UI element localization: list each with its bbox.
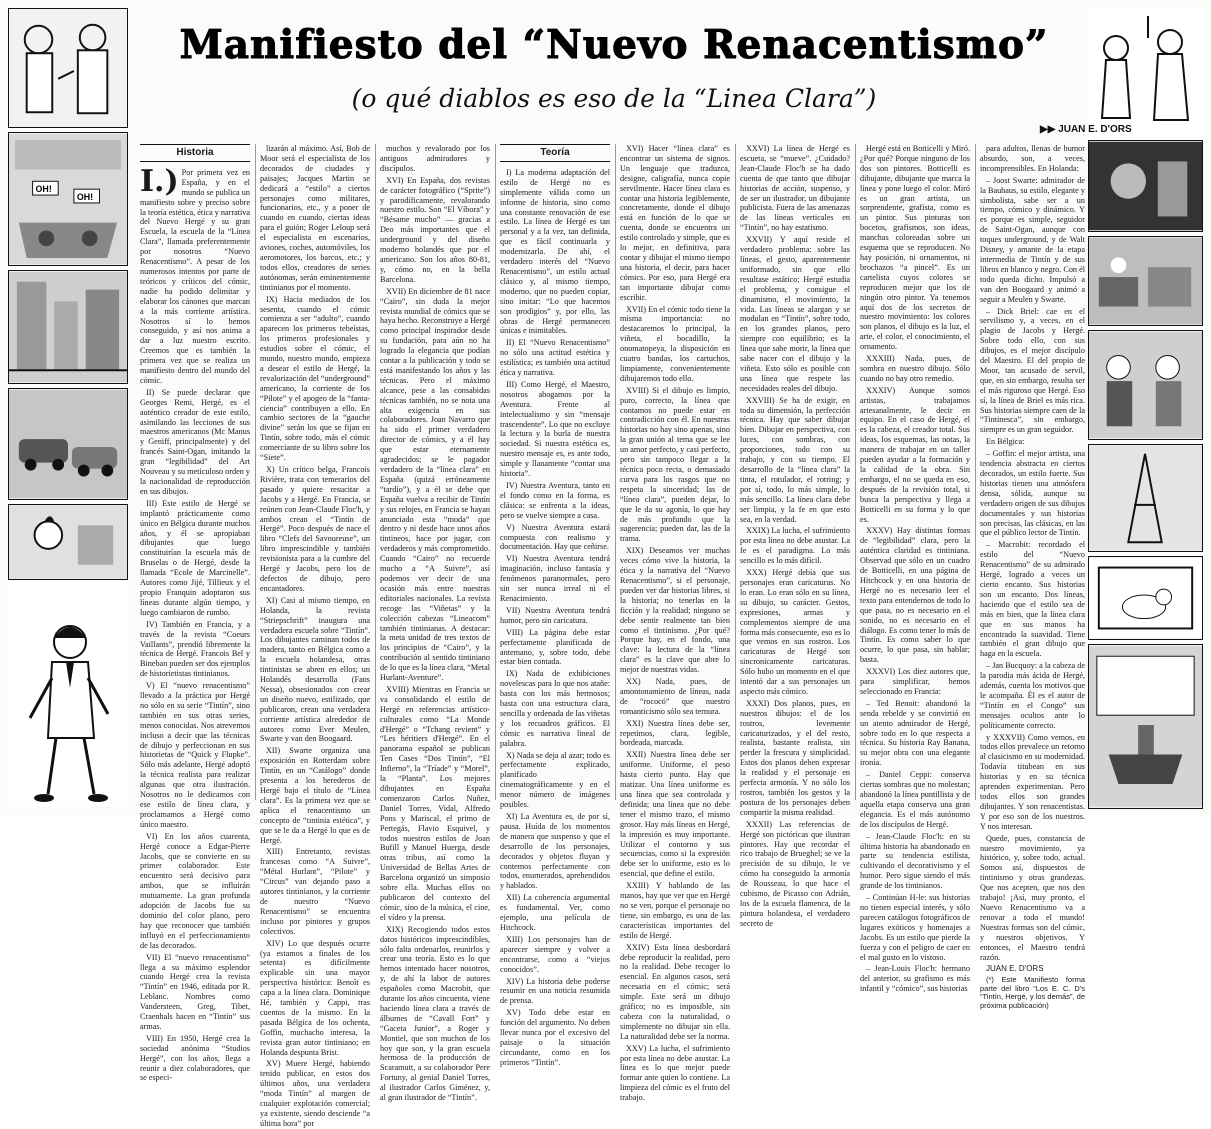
paragraph: XII) Swarte organiza una exposición en Rotterdam sobre Tintín, en un “Catálogo” donde presenta a los herederos de Hergé bajo el título de “Línea clara”. Es la primera vez que se aplica el renacentismo un concepto de “tintinia estética”, y que se le da a Hergé lo que es de Hergé. bbox=[260, 746, 370, 845]
paragraph: VIII) La página debe estar perfectamente planificada de antemano, y, sobre todo, debe estar bien contada. bbox=[500, 627, 610, 667]
column-4 bbox=[500, 144, 610, 1067]
page-title: Manifiesto del “Nuevo Renacentismo” bbox=[179, 22, 1049, 68]
svg-text:OH!: OH! bbox=[35, 184, 52, 195]
column-2 bbox=[260, 144, 370, 1128]
paragraph: XXXI) Dos planos, pues, en nuestros dibujos: el de los rostros, levemente caricaturizados, y el del resto, realista, bastante realista, sin perder la frescura y simplicidad. Estos dos planos deben expresar la realidad y el personaje en perfecta armonía. Y no sólo los rostros, también los gestos y la postura de los personajes deben compartir la misma realidad. bbox=[740, 698, 850, 817]
column-8 bbox=[980, 144, 1085, 1010]
paragraph: XXI) Nuestra línea debe ser, repetimos, clara, legible, bordeada, marcada. bbox=[620, 718, 730, 748]
cars-panel bbox=[8, 388, 128, 500]
column-3 bbox=[380, 144, 490, 1103]
paragraph: XXXII) Las referencias de Hergé son pictóricas que ilustran pintores. Hay que recordar el rico trabajo de Brueghel; se ve la precisión de su dibujo, le ve cómo ha conseguido la armonía de Rousseau, lo que hace el cubismo, de Picasso con Adrián, los de la escuela flamenca, de la pintura holandesa, el verdadero secreto de bbox=[740, 819, 850, 928]
cafe-panel bbox=[1088, 236, 1203, 326]
eiffel-panel bbox=[1088, 444, 1203, 552]
paragraph: XXXIII) Nada, pues, de sombra en nuestro dibujo. Sólo cuando no hay otro remedio. bbox=[860, 354, 970, 383]
paragraph: III) Este estilo de Hergé se implantó prácticamente como único en Bélgica durante muchos años, y él se apropiaban dibujantes que luego constituirían la escuela más de Bruselas o de Hergé, desde la llamada “Ecole de Marcinelle”. Autores como Jijé, Tillieux y el propio Franquin adoptaron sus líneas durante algún tiempo, y luego cambiaron de rumbo. bbox=[140, 498, 250, 617]
paragraph: XV) Todo debe estar en función del argumento. No deben llevar nunca por el excesivo del paisaje o la situación circundante, como en los primeros “Tintín”. bbox=[500, 1008, 610, 1067]
paragraph: Quede, pues, constancia de nuestro movimiento, ya histórico, y, sobre todo, actual. Somos así, dispuestos de tintinismo y otras grandezas. Que nos acepten, que nos den trabajo! ¡Así, muy pronto, el Nuevo Renacentismo va a renovar a todo el mundo! Nuestras formas son del cómic, y nuestros objetivos. Y entonces, el Maestro tendrá razón. bbox=[980, 833, 1085, 962]
paragraph: XXIX) La lucha, el sufrimiento por esta línea no debe asustar. La fe es el paradigma. Lo más sencillo es lo más difícil. bbox=[740, 526, 850, 566]
paragraph: muchos y revalorado por los antiguos admiradores y discípulos. bbox=[380, 144, 490, 173]
paragraph: VII) Nuestra Aventura tendrá humor, pero sin caricatura. bbox=[500, 605, 610, 625]
paragraph: – Jan Bucquoy: a la cabeza de la parodia más ácida de Hergé, además, cuenta los motivos que le acompaña. Él es el autor de “Tintín en el Congo” sus mensajes ocultos ante lo políticamente correcto. bbox=[980, 661, 1085, 730]
paragraph: II) El “Nuevo Renacentismo” no sólo una actitud estética y estilística; es también una actitud ética y narrativa. bbox=[500, 338, 610, 378]
scientists-panel bbox=[8, 8, 128, 128]
column-6 bbox=[740, 144, 850, 928]
city-panel bbox=[8, 584, 128, 604]
paragraph: XV) Muere Hergé, habiendo tenido publicar, en estos dos últimos años, una verdadera “moda Tintín” al margen de cualquier explotación comercial; ya existente, siendo desciende “a última hora” por bbox=[260, 1059, 370, 1128]
paragraph: XIII) Los personajes han de aparecer siempre y volver a encontrarse, como a “viejos conocidos”. bbox=[500, 934, 610, 974]
paragraph: XIV) La historia debe poderse resumir en una noticia resumida de prensa. bbox=[500, 976, 610, 1006]
oh-panel bbox=[8, 132, 128, 266]
paragraph: I.) Por primera vez en España, y en el mundo se publica un manifiesto sobre y preciso sobre la teoría estética, ética y narrativa del Nuevo Hergé y su gran Escuela, la escuela de la “Línea Clara”, llamada preferentemente por nosotros “Nuevo Renacentismo”. A pesar de los numerosos intentos por parte de teóricos y críticos del cómic, nadie ha podido delimitar y elaborar los cánones que marcan a la más corriente artística. Nosotros sí lo hemos conseguido, y así nos anima a dar a luz nuestro escrito. Creemos que es también la primera vez que se realiza un manifiesto dentro del mundo del cómic. bbox=[140, 163, 251, 385]
column-divider bbox=[495, 144, 496, 800]
tintin-panel bbox=[8, 504, 128, 580]
paragraph: – Ted Benoit: abandonó la senda rebelde y se convirtió en un atento admirador de Hergé, sobre todo en lo que respecta a técnica. Su historia Ray Banana, su mejor obra con una elegante ironía. bbox=[860, 698, 970, 768]
paragraph: – Jean-Claude Floc'h: en su última historia ha abandonado en parte su tendencia estilista, cultivando el decorativismo y el humor. Pero sigue siendo el más grande de los tintinianos. bbox=[860, 831, 970, 891]
paragraph: X) Un crítico belga, Francois Rivière, trata con temerarios del pasado y quiere resucitar a Jacobs y a Hergé. En Francia, se reúnen con Jean-Claude Floc'h, y ambos crean el “Tintín de Hergé”. Poco después de nace el libro “Clefs del Savoureuse”, un libro imprescindible y también revisionista para a la cumbre del Hergé y Jacobs, pero los de defectos de dibujo, pero encantadores. bbox=[260, 465, 370, 593]
column-divider bbox=[255, 144, 256, 800]
paragraph: XI) La Aventura es, de por sí, pausa. Huída de los momentos de manera que suspenso y que el desarrollo de los personajes, decorados y objetos fluyan y contemos perfectamente con todos, enumerados, aprehendidos y hablados. bbox=[500, 812, 610, 891]
paragraph: XXII) Nuestra línea debe ser uniforme. Uniforme, el peso hasta cierto punto. Hay que matizar. Una línea uniforme es una línea que sea controlada y definida; una línea que no debe tener el mismo trazo, el mismo grosor. Hay más líneas en Hergé, la impresión es muy importante. Utilizar el contorno y sus secuencias, como si la expresión debe ser lo uniforme, esto es lo esencial, que define el estilo. bbox=[620, 750, 730, 879]
paragraph: II) Se puede declarar que Georges Remi, Hergé, es el auténtico creador de este estilo, asimilando las lecciones de sus maestros americanos (Mc Manus y Geniff, principalmente) y del francés Saint-Ogan, imitando la gran “legibilidad” del Art Nouveau y su meticuloso orden y la nacionalidad de reproducción en sus dibujos. bbox=[140, 387, 250, 496]
paragraph: IX) Hacia mediados de los sesenta, cuando el cómic comienza a ser “adulto”, cuando aparecen los primeros tebeístas, los primeros profesionales y estudios sobre el cómic, el mundo, nuestro mundo, empieza a desear el estilo de Hergé, la revalorización del “underground” americano, la corriente de los “Pilote” y el apogeo de la “fanta-ciencia” contribuyen a ello. En cambio sectores de la “gauche divine” serán los que se fijan en Tintín, sobre todo, más el cómic comerciante de su libro sobre los “Siete”. bbox=[260, 294, 370, 463]
dog-panel bbox=[1088, 556, 1203, 640]
author-byline: ▶▶ JUAN E. D'ORS bbox=[1040, 124, 1132, 135]
page-subtitle: (o qué diablos es eso de la “Linea Clara”) bbox=[351, 84, 877, 113]
paragraph: XVII) En el cómic todo tiene la misma importancia: no destacaremos lo principal, la viñeta, el bocadillo, la onomatopeya, la disposición en cuatro bandas, los cartuchos, limpiamente, convenientemente dibujaremos todo ello. bbox=[620, 304, 730, 383]
paragraph: XXVII) Y aquí reside el verdadero problema: sobre las líneas, el gesto, aparentemente uniformado, sin que ello resultase estático; Hergé estudia el problema, y consigue el dinamismo, el movimiento, la vida. Las líneas se alargan y se modulan en “Tintín”, sobre todo, en los grandes planos, pero siempre con equilibrio; es la línea que sabe morir, la línea que sabe nacer con el dibujo y la viñeta. Esto sólo es posible con una línea que respete las necesidades reales del dibujo. bbox=[740, 235, 850, 393]
paragraph: XXV) La lucha, el sufrimiento por esta línea no debe asustar. La línea es lo que mejor puede formar ante quien lo contiene. La limpieza del cómic es el fruto del trabajo. bbox=[620, 1043, 730, 1103]
paragraph: XIV) Lo que después ocurre (ya estamos a finales de los setenta) es difícilmente explicable sin una mayor perspectiva histórica: Benoît es capa a la línea clara. Dominique Hé, también y Cappi, tras cuentos de la mismo. En la pasada Bélgica de los ochenta, Goffin, muchacho interesa, la revista gran autor tintiniano; en Holanda despunta Brist. bbox=[260, 938, 370, 1057]
paragraph: lizarán al máximo. Así, Bob de Moor será el especialista de los decorados de ciudades y paisajes; Jacques Martin se dedicará a “estilo” a ciertos personajes como militares, funcionarios, etc., y a poner de cuando en cuando, ciertas ideas para el guión; Roger Leloup será el especialista en escenarios, aviones, coches, automóviles, los aeromotores, los barcos, etc.; y todos ellos, creadores de series autónomas, serán eminentemente tintinianos por el momento. bbox=[260, 144, 370, 292]
paragraph: XXIII) Y hablando de las manos, hay que ver que en Hergé no se ven, porque el personaje no tiene, sin embargo, es una de las características importantes del estilo de Hergé. bbox=[620, 881, 730, 940]
paragraph: I) La moderna adaptación del estilo de Hergé no es simplemente válida como un informe de historia, sino como una constante renovación de ese estilo. La línea de Hergé es tan personal y a la vez, tan definida, que es fácil continuarla y modernizarla. De ahí, el verdadero interés del “Nuevo Renacentismo”, un estilo actual clásico y, al mismo tiempo, moderno, que no pueden copiar, sino imitar: “Lo que hacemos son prodigios” y, por ello, las obras de Hergé permanecen únicas e inimitables. bbox=[500, 167, 610, 336]
paragraph: VIII) En 1950, Hergé crea la sociedad anónima “Studios Hergé”, con los años, llega a reunir a diez colaboradores, que se especi- bbox=[140, 1033, 250, 1083]
walking-man-panel bbox=[8, 608, 128, 807]
paragraph: Hergé está en Botticelli y Miró. ¿Por qué? Porque ninguno de los dos son pintores. Botticelli es dibujante, dibujante que marca la línea y pone luego el color. Miró es un gran artista, un sorprendente, grafista, como es un pintor. Sus pinturas son bocetos, grafismos, son ideas, manchas coloreadas sobre un esquema que se reproducen. No hay posición, ni ornamentos, ni brochazos “a pincel”. Es un cartelista cuyos colores se reproducen mejor que los de ningún otro pintor. Ya tenemos aquí dos de los secretos de nuestro movimiento: los colores son planos, el dibujo es la luz, el arte, el color, el conocimiento, el ornamento. bbox=[860, 144, 970, 352]
column-7 bbox=[860, 144, 970, 994]
column-divider bbox=[735, 144, 736, 800]
column-divider bbox=[375, 144, 376, 800]
paragraph: XVIII) Mientras en Francia se va consolidando el estilo de Hergé en referencias artístico-culturales como “La Monde d'Hergé” o “Tchang revient” y “Les héritiers d'Hergé”. En el panorama español se publican Ten Cases “Dos Tintín”, “El Infierno”, la “Tríade” y “Morel”, la “Planta”. Los mejores dibujantes en España comenzaron Carlos Nuñez, Daniel Torres, Vidal, Alfredo Pons y Mariscal, el primo de Pertegás, Flavio Esquivel, y todos nuestros estilos de Joan Bufill y Manuel Huerga, desde otras tribus, así como la Universidad de Bellas Artes de Barcelona organizó un simposio sobre ella. Muchas ellos no publicaron del contexto del cómic, sino de la música, el cine, el vídeo y la prensa. bbox=[380, 684, 490, 922]
paragraph: VII) El “nuevo renacentismo” llega a su máximo esplendor cuando Hergé crea la revista “Tintín” en 1946, editada por R. Leblanc. Nombres como Vandersteen, Greg, Tibet, Craenhals hacen en “Tintín” sus armas. bbox=[140, 952, 250, 1031]
paragraph: – Goffin: el mejor artista, una tendencia abstracta en ciertos decorados, un estilo fuerte. Sus historias tienen una atmósfera densa, sólida, aunque su verdadero origen de sus dibujos documentales y sus historias son precisas, las clásicas, en las que el público lector de Tintín. bbox=[980, 449, 1085, 538]
column-divider bbox=[615, 144, 616, 800]
signature: JUAN E. D'ORS bbox=[986, 964, 1044, 974]
section-heading-teoria: Teoría bbox=[500, 144, 610, 162]
paragraph: XX) Nada, pues, de amontonamiento de líneas, nada de “rococó” que nuestro romanticismo sólo sea ternura. bbox=[620, 677, 730, 716]
paragraph: XIX) Recogiendo todos estos datos históricos imprescindibles, sólo falta ordenarlos, reunirlos y crear una teoría. Esto es lo que hemos intentado hacer nosotros, y, de ahí la labor de autores españoles como Macrobit, que durante los años cincuenta, viene haciendo línea clara a través de álbumes de “Cavall Fort” y “Gaceta Junior”, a Roger y Montiel, que son muchos de los hoy que son, y la gran escuela hermosa de la producción de Scaramutt, a su colaborador Pere Fortuny, al genial Daniel Torres, al ilustrador Carlos Giménez, y, al gran ilustrador de “Tintín”. bbox=[380, 924, 490, 1103]
sculpture-panel bbox=[1088, 140, 1203, 232]
column-1 bbox=[140, 144, 251, 1083]
byline-text: JUAN E. D'ORS bbox=[1058, 124, 1132, 135]
column-5 bbox=[620, 144, 730, 1103]
paragraph: – Dick Briel: cae en el servilismo y, a veces, en el plagio de Jacobs y Hergé. Sobre todo ello, con sus dibujos, es el mejor discípulo del Maestro. El del propio de Moor, tan acusado de servil, que, en sin embargo, resulta ser el más riguroso que Hergé. Eso sí, la línea de Briel es más rica. Sus historias siempre caen de la “Tintinesca”, sin embargo, siempre es un gran seguidor. bbox=[980, 306, 1085, 435]
column-divider bbox=[855, 144, 856, 800]
footnote: (*) Este Manifiesto forma parte del libro “Los E. C. D's “Tintín, Hergé, y los demás”, de próxima publicación) bbox=[980, 975, 1085, 1010]
paragraph: VI) En los años cuarenta, Hergé conoce a Edgar-Pierre Jacobs, que se convierte en su primer colaborador. Este encuentro será decisivo para ambos, que se influirán mutuamente. La gran profunda adopción de Jacobs fue su dominio del color plano, pero hay que reconocer que también influyó en el perfeccionamiento de las decorados. bbox=[140, 831, 250, 950]
paragraph: V) El “nuevo renacentismo” llevado a la práctica por Hergé no sólo en su serie “Tintín”, sino también en sus otras series, menos conocidas. Nos atrevemos incluso a decir que las técnicas de dibujo y perfeccionan en sus historietas de “Quick y Flupke”. Sólo más adelante, Hergé adoptó la técnica realista para realizar algunas que otra ilustración. Nosotros no le dedicamos con ese estilo de línea clara, y proclamamos a Hergé como único maestro. bbox=[140, 681, 250, 829]
paragraph: IX) Nada de exhibiciones novelescas para lo que nos atañe: basta con los más hermosos; basta con una estructura clara, sencilla y ordenada de las viñetas y los recuadros gráficos. El cómic es narrativa lineal de palabra. bbox=[500, 669, 610, 748]
paragraph: XIII) Entretanto, revistas francesas como “A Suivre”, “Métal Hurlant”, “Pilote” y “Circus” van dejando paso a autores tintinianos, y la corriente de nuestro “Nuevo Renacentismo” se encuentra incluso por pintores y grupos colectivos. bbox=[260, 847, 370, 936]
paragraph: XIX) Deseamos ver muchas veces cómo vive la historia, la ética y la narrativa del “Nuevo Renacentismo”, si el personaje, pueden ver dar historias libres, si la historia; no tenerlas en la ficción y la realidad; ninguno se debe sentir realmente tan bien como el tintinismo. ¿Por qué? Porque hay, en el fondo, una clave: la lectura de la “línea clara” es la clave que abre lo mejor de nuestras vidas. bbox=[620, 546, 730, 675]
paragraph: XXVI) La línea de Hergé es escueta, se “mueve”. ¿Cuidado? Jean-Claude Floc'h se ha dado cuenta de que tanto que dibujar historias de acción, suspenso, y de ser un ilustrador, un dibujante publicista. Fuera de las amenazas de las líneas verticales en “Tintín”, no hay estatismo. bbox=[740, 144, 850, 233]
people-panel bbox=[1088, 330, 1203, 440]
paragraph: XII) La coherencia argumental es fundamental. Ver, como ejemplo, una película de Hitchcock. bbox=[500, 893, 610, 932]
paragraph: XXVIII) Se ha de exigir, en toda su dimensión, la perfección técnica. Hay que saber dibujar bien. Dibujar en perspectiva, con luces, con sombras, con proporciones, todo con su trabajo, y con su tiempo. El desarrollo de la “línea clara” la tinta, el rotulador, el rotring; y por sí, todo, lo más simple, lo más sencillo. La línea clara debe ser limpia, y la fe en que esto sea, en la verdad. bbox=[740, 395, 850, 524]
paragraph: IV) Nuestra Aventura, tanto en el fondo como en la forma, es clásica: se enfrenta a la ideas, pero se vuelve siempre a casa. bbox=[500, 481, 610, 520]
paragraph: – Continúan H-le: sus historias no tienen especial interés, y sólo parecen catálogos fotográficos de lugares exóticos y homenajes a Jacobs. Es un estilo que pierde la fuerza y con el peligro de caer en el mal gusto en lo vistoso. bbox=[860, 893, 970, 962]
article-columns bbox=[140, 144, 1085, 1128]
paragraph: XXXIV) Aunque somos artistas, trabajamos artesanalmente, le decir en equipo. En el caso de Hergé, el es la cabeza, el creador total. Sus ideas, los esquemas, las notas, la manera de trabajar en un taller pueden ayudar a la formación y la calidad de la obra. Sin embargo, el no se queda en eso, después de la revisión total, si busca la perspectiva y llega a Botticelli en su forma y lo que es. bbox=[860, 385, 970, 524]
paragraph: V) Nuestra Aventura estará compuesta con realismo y documentación. Hay que ceñirse. bbox=[500, 522, 610, 552]
paragraph: – Macrobit: recordado el estilo del “Nuevo Renacentismo” de su admirado Hergé, logrado a veces un cierto encanto. Sus historias son un encanto. Dos líneas, haciendo que el estilo sea de más en bien, que la línea clara que en sus manos ha encontrado la suavidad. Tiene también el gran dibujo que haga en la escuela. bbox=[980, 540, 1085, 659]
svg-text:OH!: OH! bbox=[76, 191, 94, 202]
street-panel bbox=[8, 270, 128, 384]
ship-panel bbox=[1088, 644, 1203, 809]
paragraph: XXXVI) Los diez autores que, para simplificar, hemos seleccionado en Francia: bbox=[860, 667, 970, 696]
paragraph: XVII) En diciembre de 81 nace “Cairo”, sin duda la mejor revista mundial de cómics que se haya hecho. Reconstruye a Hergé como principal inspirador desde su fundación, para aún no ha logrado la elegancia que podían contar a la publicación y todo se está manifestando los años y las técnicas. Pero el máximo alcance, pese a las consabidas técnicas también, no se nota una alta exigencia en sus colaboradores. Joan Navarro que ha sido el primer verdadero director de cómics, y a él hay que estar eternamente agradecidos; se le pagador verdadero de la “línea clara” en España (quizá erróneamente “tardío”), y a él se debe que España vuelva a recibir de Tintín y sus relojes, en Francia se hayan anunciado esta “moda” que dentro y ni desde hace unos años tintineos, hace por jugar, con verdaderos y más comprometido. Cuando “Cairo” no recuerde mucho a “A Suivre”, así podemos ver decir de una ocasión más entre nuestras editoriales nacionales. La revista recoge las “Viñetas” y la colección cabezas “Lineacom” también tintinianas. A destacar: la meta unidad de tres textos de los principios de “Cairo”, y la contribución al sentido tintiniano de lo que es la línea clara, “Metal Hurlant-Aventure”. bbox=[380, 286, 490, 683]
paragraph: XVIII) Si el dibujo es limpio, puro, correcto, la línea que contamos no puede estar en contradicción con él. En nuestras historias no hay sino apenas, sino la gran unión al tema que se lee un amor perfecto, y casi perfecto, pero sin tampoco llegar a la técnica poco recta, o demasiado curva para los rasgos que no respeta la sinceridad; las de “línea clara”, pueden dejar, lo que le da su agonía, lo que hay de más profundo que la sugerencia; pueden dar, las de la trama. bbox=[620, 385, 730, 544]
paragraph: para adultos, llenas de humor absurdo, son, a veces, incomprensibles. En Holanda: bbox=[980, 144, 1085, 173]
paragraph: XXXV) Hay distintas formas de “legibilidad” clara, pero la auténtica claridad es tintiniana. Observad que sólo en un cuadro de Botticelli, en una página de Hitchcock y en una historia de Hergé no es necesario leer el texto para entendernos de todo lo que pasa, no es necesario en el sonido, no es necesario en el diálogo. Es como tener lo más de Tintín. Es como saber lo que ocurre, lo que pasa, sin hablar; basta. bbox=[860, 526, 970, 665]
paragraph: XVI) En España, dos revistas de carácter fotográfico (“Sprite”) y parodíficamente, revalorando nuestro estilo. Son “El Víbora” y “Bésame mucho” — gracias a Deo más importantes que el underground y del diseño moderno holandés que por el americano. Son los años 80-81, y, cómo no, en la bella Barcelona. bbox=[380, 175, 490, 284]
paragraph: XXIV) Esta línea desbordará debe reproducir la realidad, pero no la realidad. Debe recoger lo esencial. En algunos casos, será necesaria en el cómic; será simple. Este será un dibujo gráfico; no es imposible, sin cabeza con la naturalidad, o simplemente no dibujar sin ella. La naturalidad debe ser la norma. bbox=[620, 942, 730, 1041]
section-heading-historia: Historia bbox=[140, 144, 250, 162]
paragraph: – Daniel Ceppi: conserva ciertas sombras que no molestan; abandonó la línea puntillista y de aquella etapa conserva una gran elegancia. Es el más autónomo de los discípulos de Hergé. bbox=[860, 770, 970, 829]
paragraph: En Bélgica: bbox=[986, 437, 1025, 447]
paragraph: III) Como Hergé, el Maestro, nosotros abogamos por la Aventura. Frente al intelectualismo y sin “mensaje trascendente”. Lo que no excluye la lectura y la burla de nuestra sociedad. Si nuestra estética es, nuestro mensaje es, es ante todo, simple y llanamente “contar una historia”. bbox=[500, 379, 610, 479]
paragraph: IV) También en Francia, y a través de la revista “Coeurs Vaillants”, prendió libremente la técnica de Hergé. Francois Bel y Bineban pueden ser dos ejemplos de historietistas tintinianos. bbox=[140, 619, 250, 679]
paragraph: y XXXVII) Como vemos, en todos ellos prevalece un retorno al clasicismo en su modernidad. Todavía titubean en sus historias y en su técnica aprenden experimentan. Pero todos ellos son grandes dibujantes. Y son renacentistas. Y por eso son de los nuestros. Y nos interesan. bbox=[980, 732, 1085, 831]
paragraph: – Joost Swarte: admirador de la Bauhaus, su estilo, elegante y simbolista, sabe ser a un tiempo, cómico y dinámico. Y es porque es simple, seguidor de Saint-Ogan, aunque con toques underground, y de Walt Disney, y amante de la etapa intermedia de Tintín y de sus libros en blanco y negro. Con él todo queda dicho. Impulsó a van den Boogaard y animó a seguir a Meulen y Swarte. bbox=[980, 175, 1085, 304]
column-divider bbox=[975, 144, 976, 800]
left-illustration-strip bbox=[8, 8, 128, 807]
paragraph: VI) Nuestra Aventura tendrá imaginación, incluso fantasía y fenómenos paranormales, pero sin ser nunca irreal ni el Renacimiento. bbox=[500, 554, 610, 603]
paragraph: XI) Casi al mismo tiempo, en Holanda, la revista “Striepschrift” inaugura una verdadera escuela sobre “Tintín”. Los dibujantes caminan todos de madera, tanto en Bélgica como a la escuela holandesa, otras tintinistas se abren en ellos; un Holandés desarrolla (Fans Nessa), obsesionados con crear un diseño nuevo, estilizado, que publicaron, crean una verdadera corriente artística alrededor de autores como Ever Meulen, Swarte y van den Boogaard. bbox=[260, 595, 370, 744]
paragraph: XVI) Hacer “línea clara” es encontrar un sistema de signos. Un lenguaje que traduzca, designe, caligrafía, nunca copie servilmente. Hacer línea clara es contar una historia legiblemente, concretamente, donde el dibujo está en función de lo que se cuenta, donde se encuentra un estilo controlado y simple, que es lo mejor, en definitiva, para contar y dibujar el mismo tiempo una historia, el decir, para hacer cómics. Por eso, para Hergé era tan importante dibujar como escribir. bbox=[620, 144, 730, 302]
paragraph: – Jean-Louis Floc'h: hermano del anterior, su grafismo es más infantil y “cómico”, sus historias bbox=[860, 964, 970, 994]
paragraph: XXX) Hergé debía que sus personajes eran caricaturas. No lo eran. Lo eran sólo en su línea, su dibujo, su carácter. Gestos, expresiones, armas y complementos siempre de una forma más consecuente, eso es lo que vemos en sus rostros. Los caricaturas de Hergé son sincronicamente caricaturas. Sólo hubo un momento en el que intentó dar a sus personajes un aspecto más cómico. bbox=[740, 568, 850, 696]
paragraph: X) Nada se deja al azar; todo es perfectamente explicado, planificado cinematográficamente y en el menor número de imágenes posibles. bbox=[500, 750, 610, 810]
group-panel bbox=[1088, 8, 1203, 134]
dropcap: I.) bbox=[140, 163, 179, 199]
